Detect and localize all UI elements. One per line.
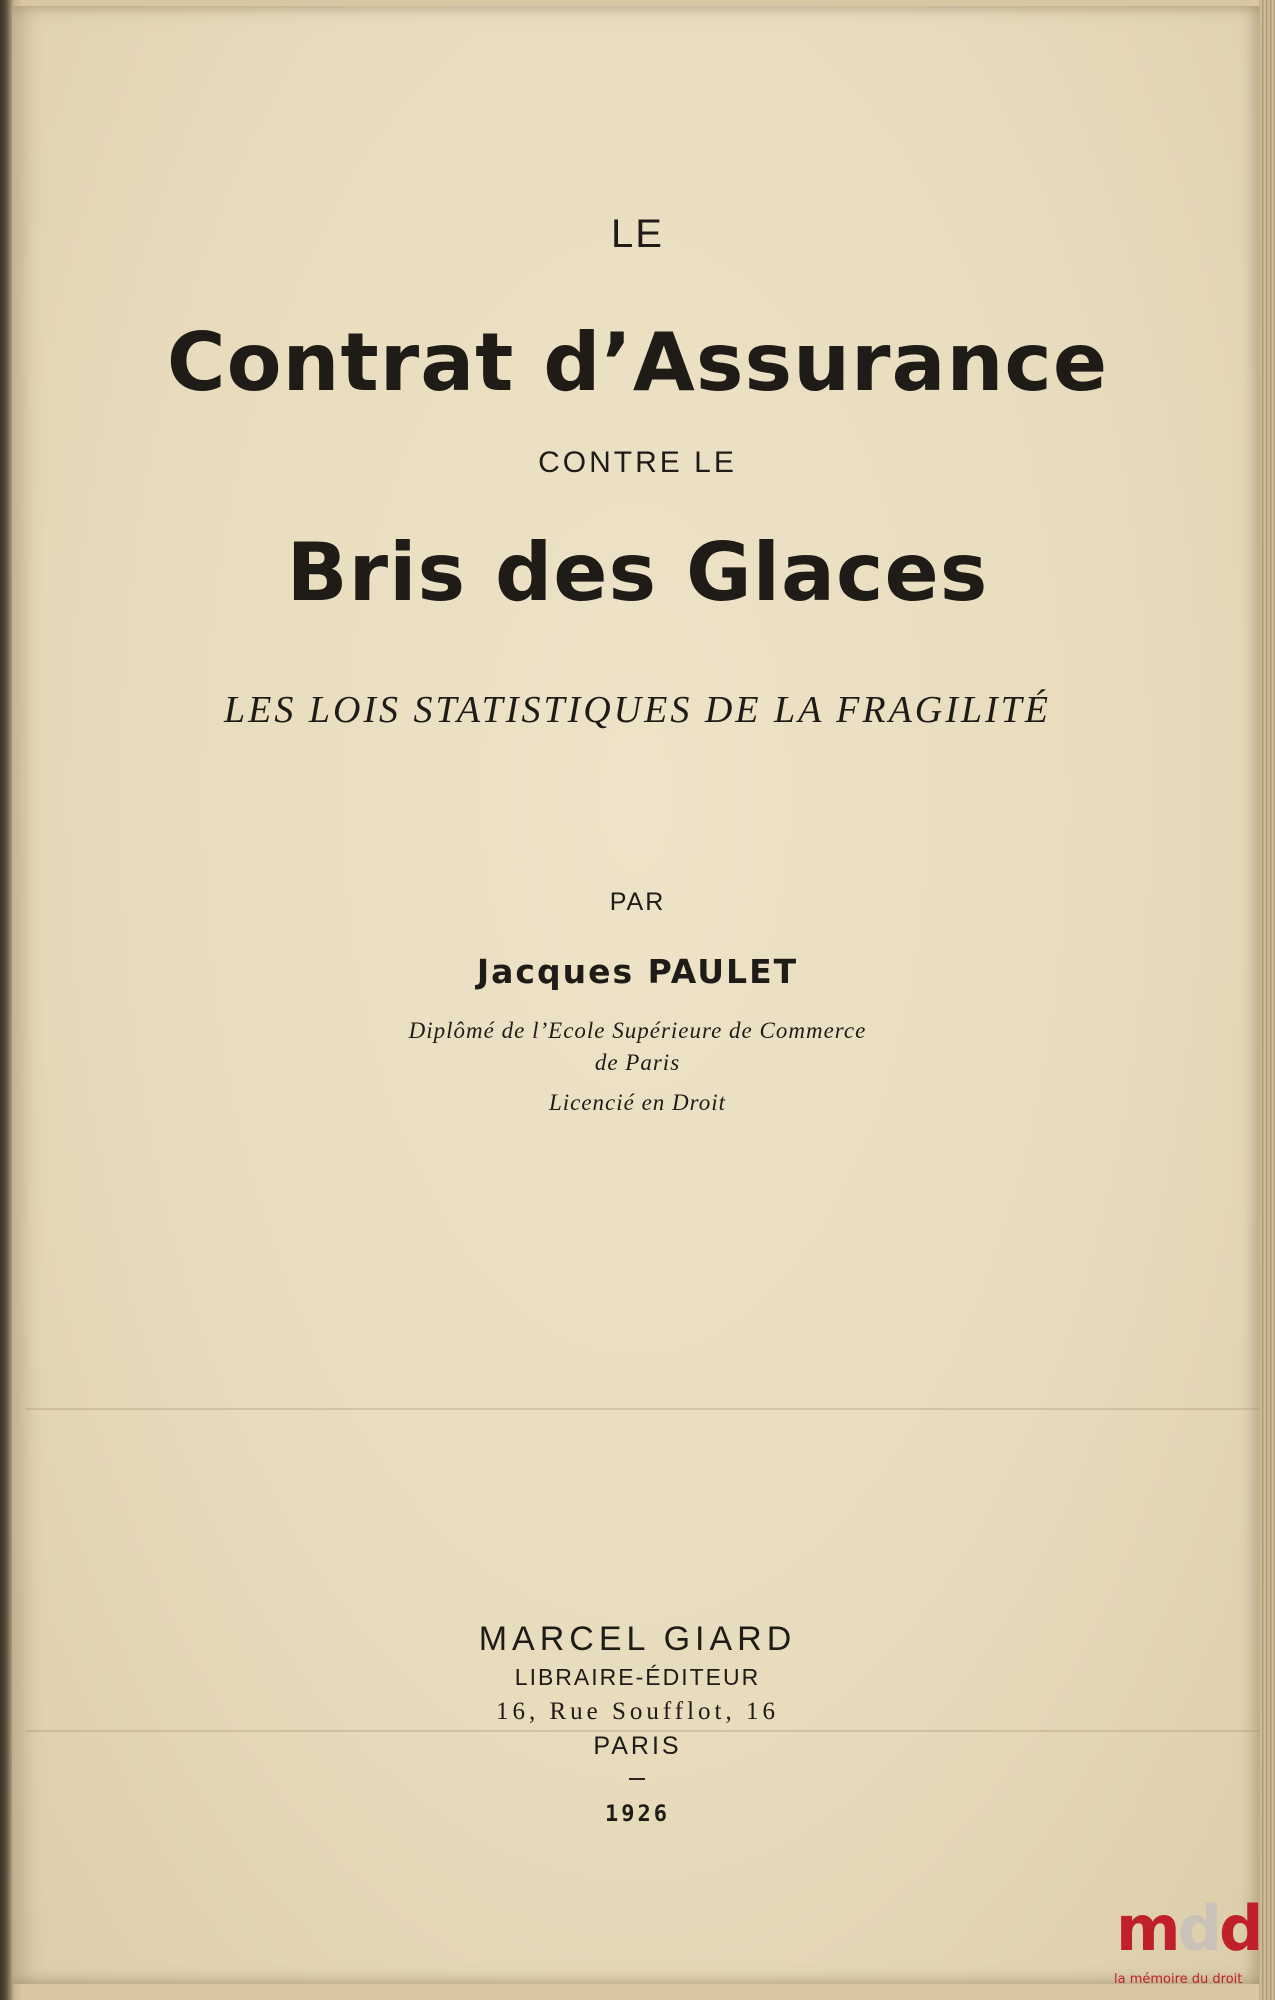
title-connector: CONTRE LE bbox=[538, 446, 737, 479]
author-credential: de Paris bbox=[594, 1050, 681, 1075]
watermark-logo bbox=[1110, 1892, 1270, 1998]
paper-fold bbox=[26, 1408, 1266, 1410]
subtitle: LES LOIS STATISTIQUES DE LA FRAGILITÉ bbox=[223, 689, 1052, 731]
watermark-tagline: la mémoire du droit bbox=[1114, 1972, 1243, 1987]
title-line-2: Bris des Glaces bbox=[286, 526, 989, 619]
author-credential: Diplômé de l’Ecole Supérieure de Commerce bbox=[408, 1018, 867, 1043]
author-name: Jacques PAULET bbox=[476, 952, 799, 991]
title-article: LE bbox=[611, 212, 664, 256]
divider bbox=[629, 1778, 645, 1780]
author-credential: Licencié en Droit bbox=[548, 1090, 727, 1115]
title-line-1: Contrat d’Assurance bbox=[166, 316, 1109, 409]
publisher-role: LIBRAIRE-ÉDITEUR bbox=[514, 1664, 761, 1690]
publication-year: 1926 bbox=[605, 1802, 670, 1827]
publisher-name: MARCEL GIARD bbox=[478, 1620, 797, 1658]
publisher-city: PARIS bbox=[593, 1732, 682, 1760]
publisher-address: 16, Rue Soufflot, 16 bbox=[495, 1698, 779, 1725]
by-label: PAR bbox=[609, 888, 666, 916]
mdd-logo-icon: mdd bbox=[1116, 1892, 1261, 1965]
